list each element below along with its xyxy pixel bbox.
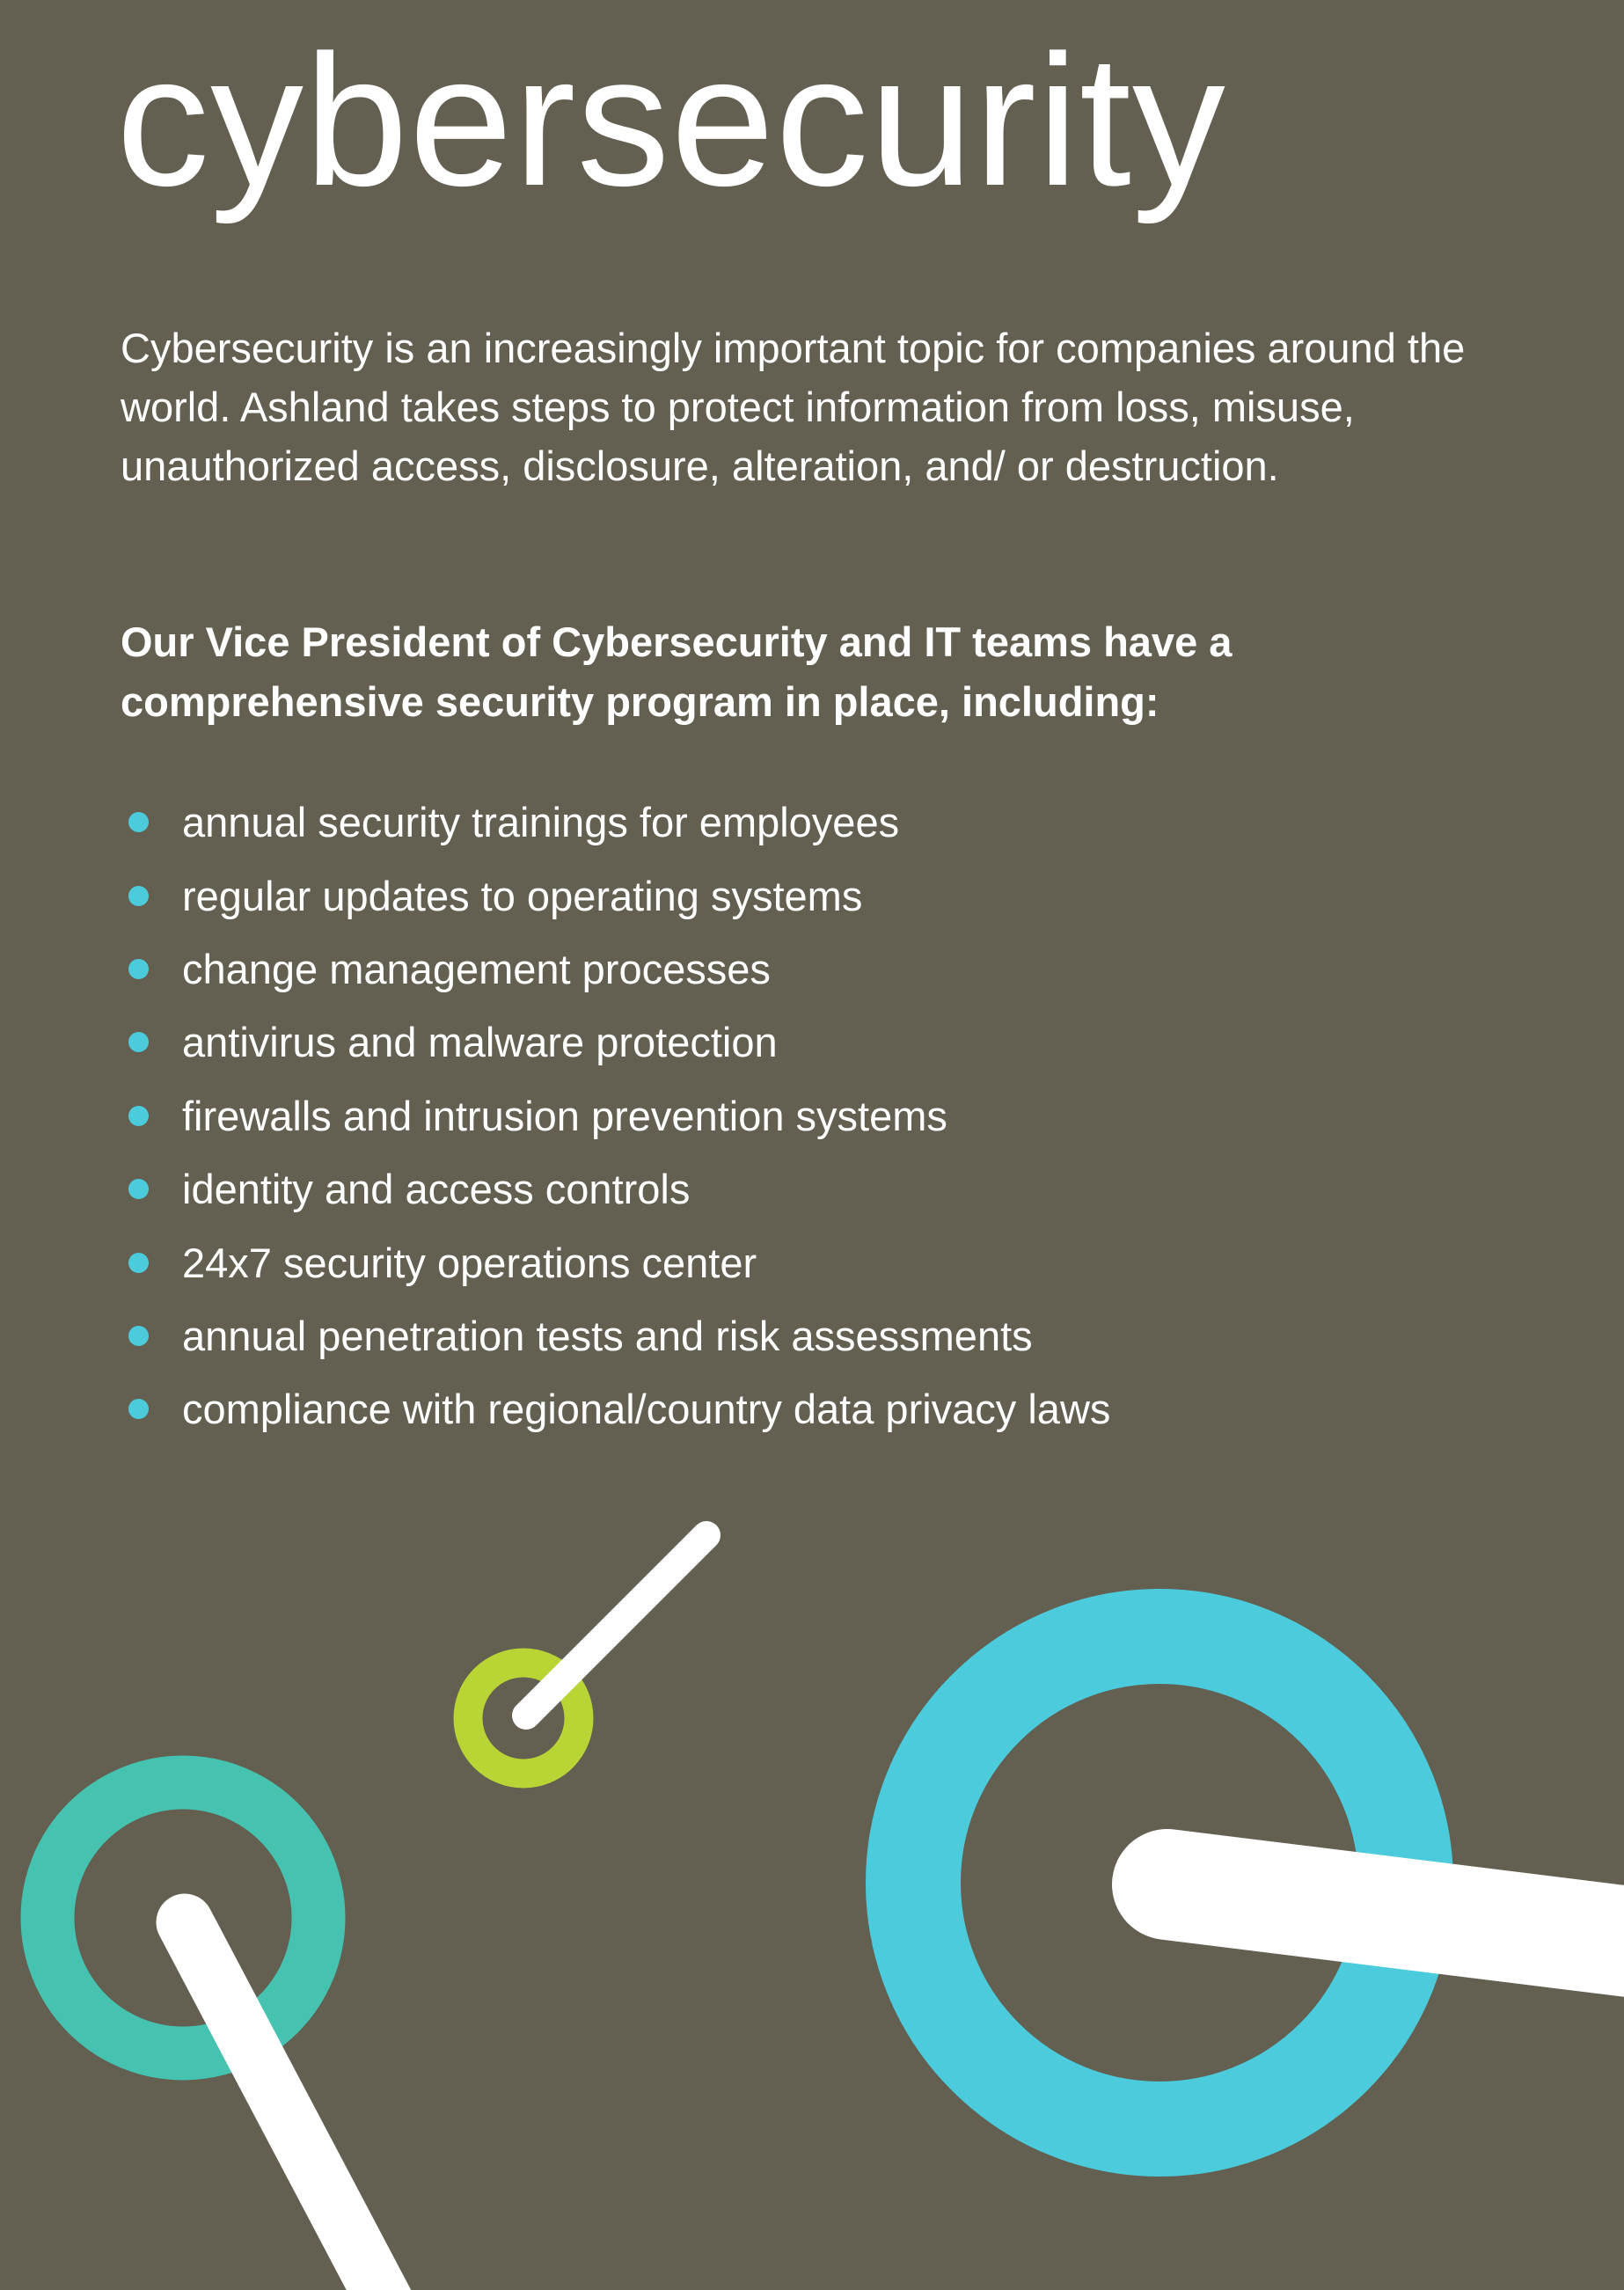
list-item-text: regular updates to operating systems (182, 872, 863, 919)
cyan-key-bar (1167, 1884, 1624, 1947)
list-item-text: compliance with regional/country data privacy laws (182, 1386, 1111, 1433)
list-item-text: change management processes (182, 945, 771, 992)
list-item-text: identity and access controls (182, 1166, 691, 1213)
cyan-ring-key-icon (913, 1636, 1624, 2129)
program-lead-paragraph: Our Vice President of Cybersecurity and IT teams have a comprehensive security program in place, including: (121, 618, 1233, 725)
page-title: cybersecurity (116, 16, 1226, 224)
lime-ring-key-icon (468, 1535, 706, 1774)
list-item-text: annual security trainings for employees (182, 799, 900, 846)
list-item-text: annual penetration tests and risk assessments (182, 1312, 1033, 1359)
teal-ring-key-icon (48, 1782, 396, 2290)
list-item-text: 24x7 security operations center (182, 1239, 757, 1286)
lime-key-bar (526, 1535, 706, 1716)
list-item-text: firewalls and intrusion prevention systems (182, 1092, 947, 1139)
intro-paragraph: Cybersecurity is an increasingly important topic for companies around the world. Ashland takes steps to protect information from loss, misuse, unauthorized access, disclosure, alteration, and/ or destruction. (121, 325, 1466, 489)
list-item-text: antivirus and malware protection (182, 1019, 778, 1066)
